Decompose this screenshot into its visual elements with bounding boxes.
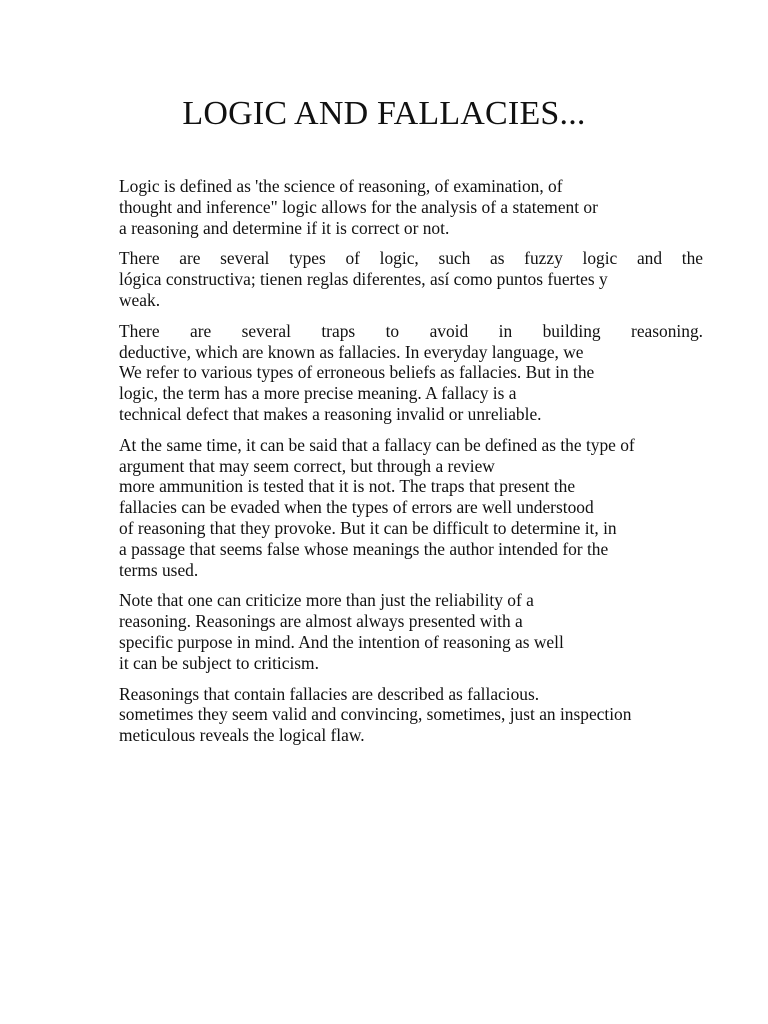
text-line: deductive, which are known as fallacies. In everyday language, we (119, 341, 584, 362)
text-line: a reasoning and determine if it is correct or not. (119, 217, 450, 238)
text-line: it can be subject to criticism. (119, 652, 319, 673)
text-line: specific purpose in mind. And the intention of reasoning as well (119, 631, 564, 652)
text-line: thought and inference" logic allows for the analysis of a statement or (119, 196, 598, 217)
text-line: of reasoning that they provoke. But it can be difficult to determine it, in (119, 517, 617, 538)
paragraph-fallacious-reasonings (119, 684, 703, 746)
document-title: LOGIC AND FALLACIES... (182, 95, 586, 132)
paragraph-logic-definition (119, 176, 703, 238)
text-line: Note that one can criticize more than just the reliability of a (119, 590, 534, 611)
paragraph-criticism (119, 590, 703, 673)
text-line: sometimes they seem valid and convincing, sometimes, just an inspection (119, 704, 632, 725)
paragraph-logic-types (119, 248, 703, 310)
document-body (119, 176, 703, 756)
text-line: technical defect that makes a reasoning invalid or unreliable. (119, 403, 542, 424)
text-line: At the same time, it can be said that a fallacy can be defined as the type of (119, 434, 635, 455)
text-line: There are several types of logic, such as fuzzy logic and the (119, 248, 703, 269)
paragraph-fallacy-definition (119, 435, 703, 581)
text-line: Logic is defined as 'the science of reasoning, of examination, of (119, 176, 563, 196)
text-line: argument that may seem correct, but through a review (119, 455, 495, 476)
paragraph-reasoning-traps (119, 321, 703, 425)
text-line: fallacies can be evaded when the types of errors are well understood (119, 497, 594, 518)
text-line: reasoning. Reasonings are almost always presented with a (119, 611, 523, 632)
text-line: more ammunition is tested that it is not. The traps that present the (119, 476, 576, 497)
text-line: meticulous reveals the logical flaw. (119, 725, 365, 746)
text-line: weak. (119, 289, 161, 310)
text-line: lógica constructiva; tienen reglas diferentes, así como puntos fuertes y (119, 269, 608, 290)
text-line: terms used. (119, 559, 199, 580)
text-line: We refer to various types of erroneous beliefs as fallacies. But in the (119, 362, 595, 383)
text-line: Reasonings that contain fallacies are described as fallacious. (119, 683, 540, 704)
text-line: logic, the term has a more precise meaning. A fallacy is a (119, 383, 517, 404)
text-line: There are several traps to avoid in building reasoning. (119, 320, 703, 341)
text-line: a passage that seems false whose meanings the author intended for the (119, 538, 609, 559)
